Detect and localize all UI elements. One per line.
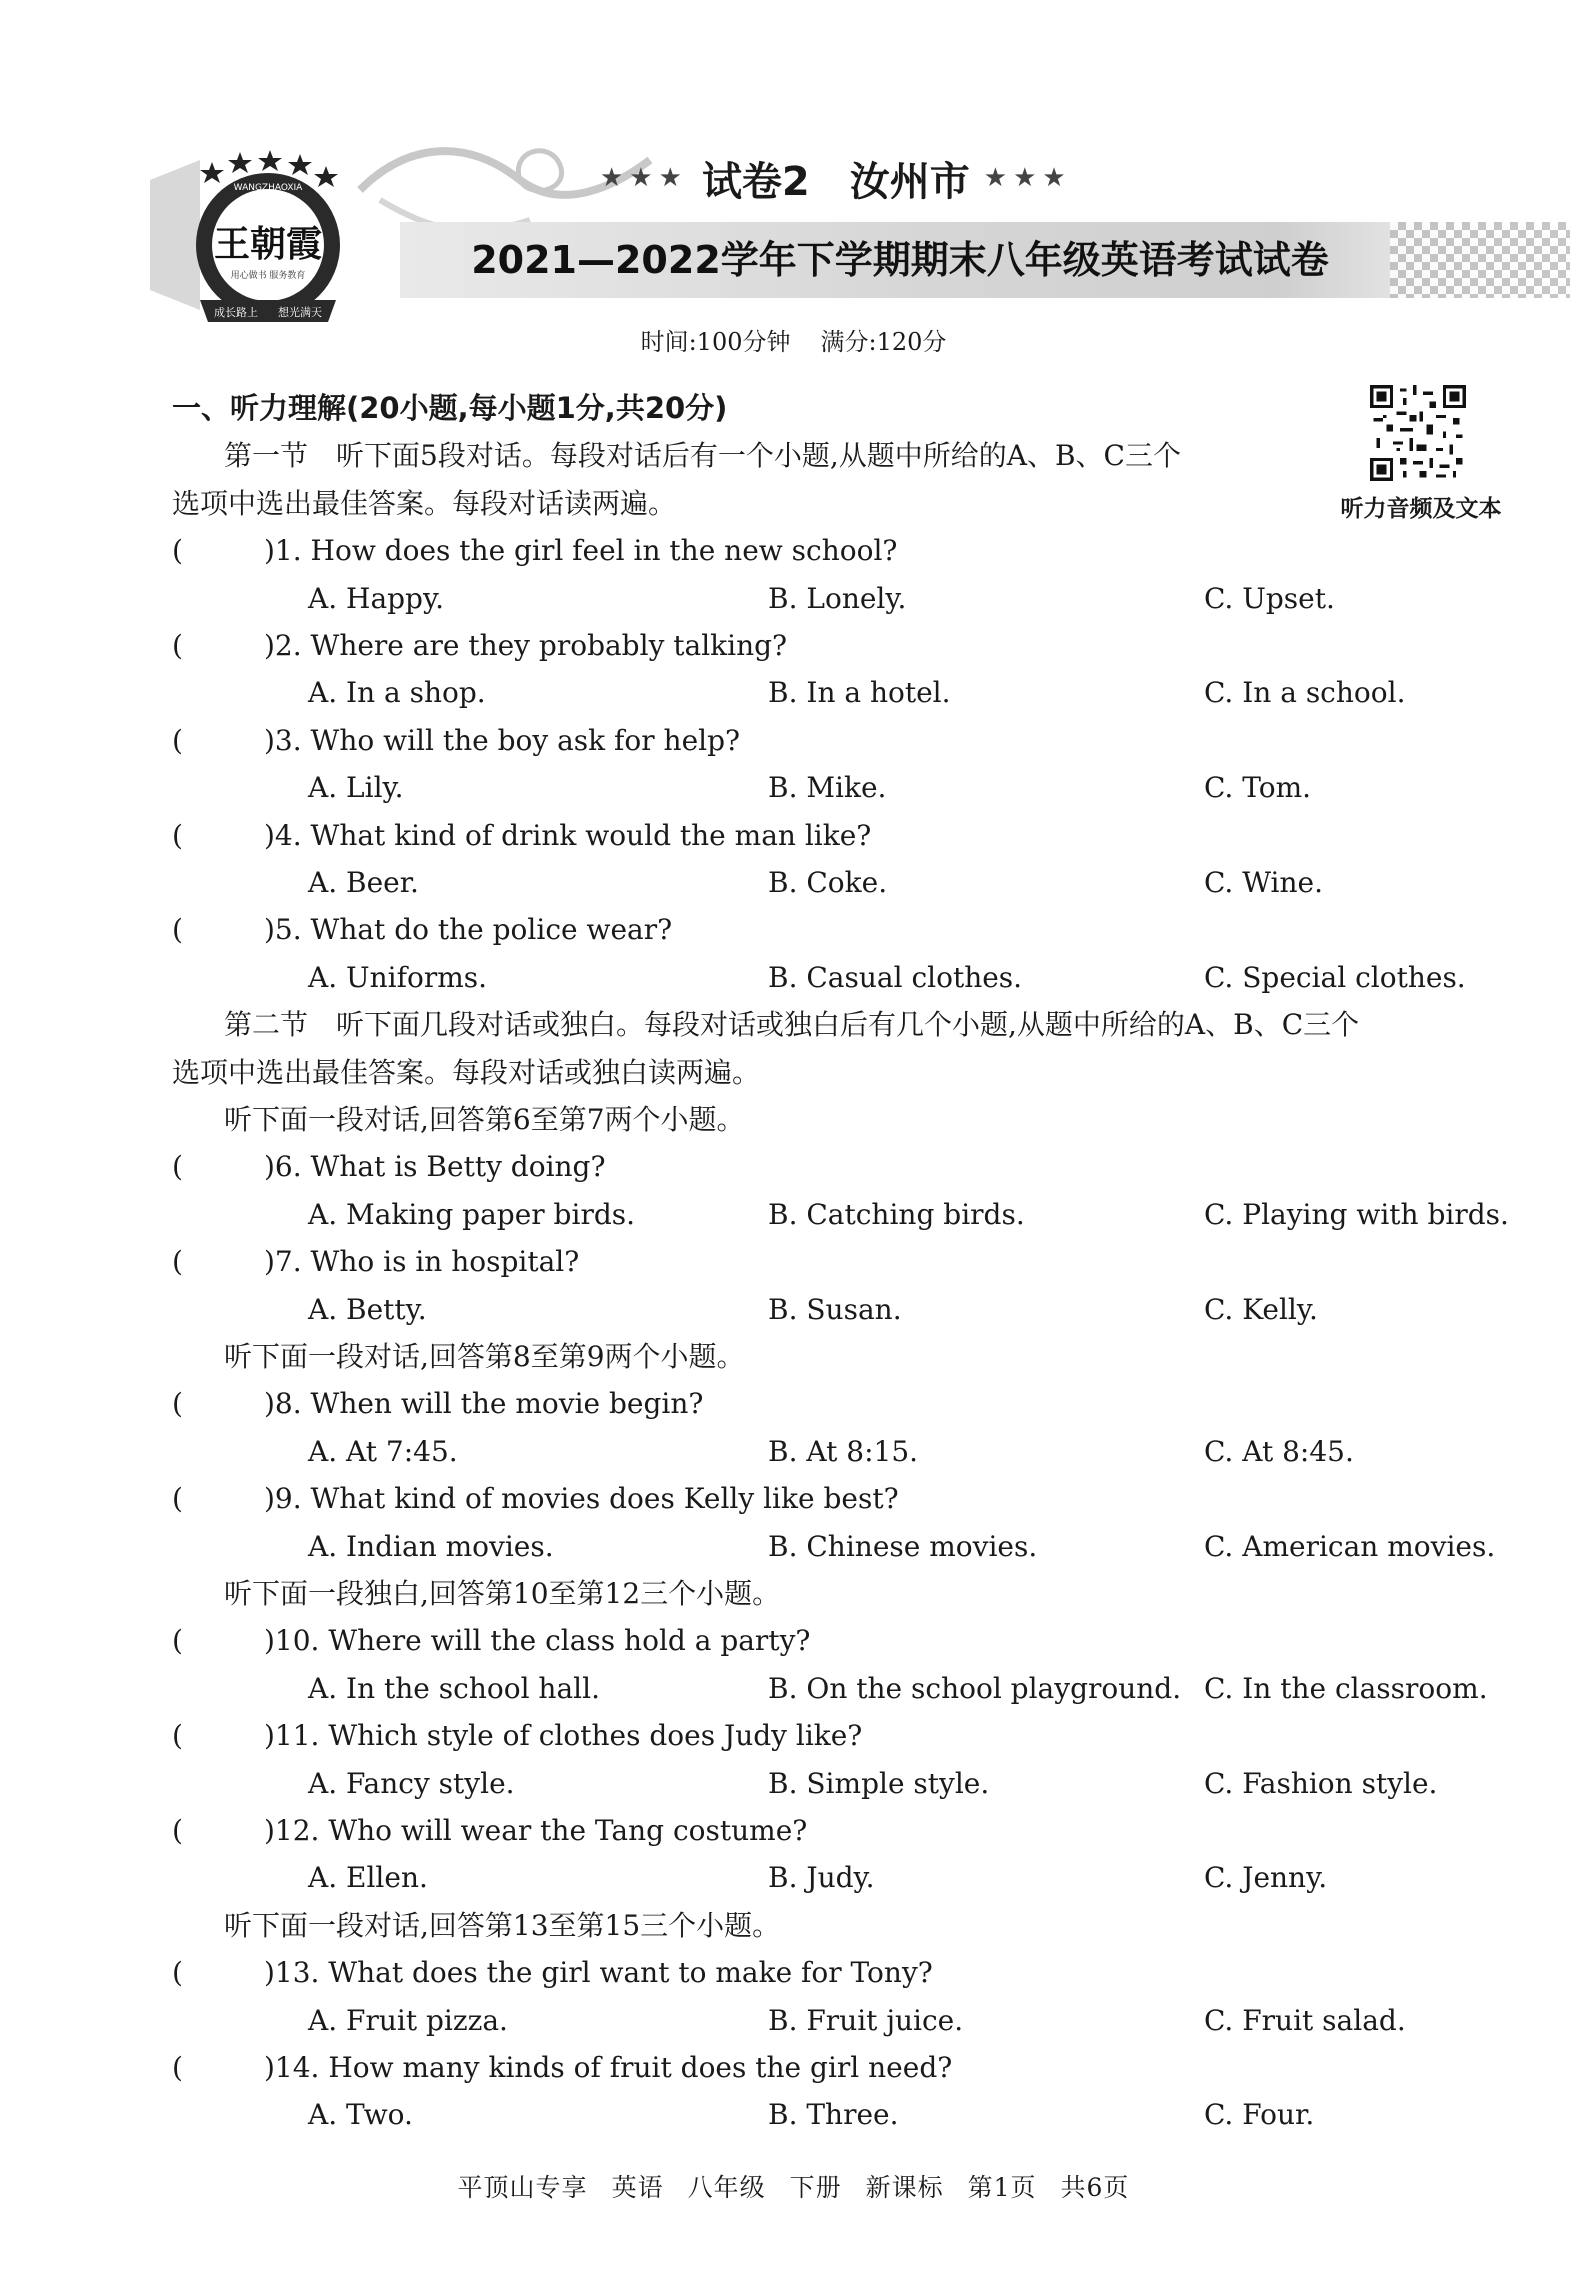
question-item [172, 1143, 1532, 1238]
options-row [172, 669, 1532, 716]
question-line [172, 1807, 1532, 1854]
options-row [172, 1523, 1532, 1570]
option-b: B. Mike. [768, 771, 887, 805]
footer-page: 第1页 [967, 2173, 1037, 2202]
question-line [172, 527, 1532, 574]
option-c: C. Upset. [1204, 581, 1335, 615]
option-b: B. On the school playground. [768, 1671, 1182, 1705]
exam-label: 试卷2 [701, 158, 810, 205]
answer-blank[interactable]: ( [172, 1956, 183, 1990]
option-c: C. Jenny. [1204, 1861, 1328, 1895]
page-title: 2021—2022学年下学期期末八年级英语考试试卷 [471, 238, 1329, 282]
option-b: B. Chinese movies. [768, 1529, 1038, 1563]
question-line [172, 1143, 1532, 1190]
option-b: B. Coke. [768, 866, 888, 900]
question-item [172, 1380, 1532, 1475]
options-row [172, 1760, 1532, 1807]
question-text: )12. Who will wear the Tang costume? [264, 1814, 808, 1848]
question-text: )11. Which style of clothes does Judy like? [264, 1719, 863, 1753]
instruction-10-12: 听下面一段独白,回答第10至第12三个小题。 [224, 1577, 781, 1611]
question-line [172, 1712, 1532, 1759]
part2-line1: 第二节 听下面几段对话或独白。每段对话或独白后有几个小题,从题中所给的A、B、C三个 [224, 1008, 1360, 1042]
answer-blank[interactable]: ( [172, 629, 183, 663]
option-a: A. Indian movies. [308, 1529, 554, 1563]
option-a: A. Making paper birds. [308, 1197, 636, 1231]
part1-instructions [172, 432, 1322, 479]
option-a: A. Fancy style. [308, 1766, 515, 1800]
options-row [172, 764, 1532, 811]
options-row [172, 1665, 1532, 1712]
option-a: A. Two. [308, 2098, 413, 2132]
exam-content [172, 385, 1532, 2139]
part2-line2: 选项中选出最佳答案。每段对话或独白读两遍。 [172, 1055, 761, 1089]
question-text: )3. Who will the boy ask for help? [264, 723, 741, 757]
answer-blank[interactable]: ( [172, 818, 183, 852]
question-text: )9. What kind of movies does Kelly like best? [264, 1482, 899, 1516]
option-a: A. Betty. [308, 1292, 427, 1326]
qr-label: 听力音频及文本 [1340, 496, 1502, 522]
option-c: C. Wine. [1204, 866, 1323, 900]
question-item [172, 1238, 1532, 1333]
question-text: )5. What do the police wear? [264, 913, 673, 947]
svg-text:WANGZHAOXIA: WANGZHAOXIA [233, 183, 303, 193]
question-line [172, 2044, 1532, 2091]
option-b: B. At 8:15. [768, 1434, 919, 1468]
options-row [172, 1191, 1532, 1238]
svg-text:用心做书 服务教育: 用心做书 服务教育 [230, 271, 306, 281]
svg-text:王朝霞: 王朝霞 [213, 223, 323, 265]
stars-right: ★★★ [983, 163, 1072, 193]
option-c: C. Kelly. [1204, 1292, 1318, 1326]
options-row [172, 1997, 1532, 2044]
footer-subject: 英语 [611, 2173, 664, 2202]
question-item [172, 1949, 1532, 2044]
answer-blank[interactable]: ( [172, 1814, 183, 1848]
option-c: C. At 8:45. [1204, 1434, 1354, 1468]
banner-checker-pattern [1390, 222, 1570, 298]
option-b: B. Susan. [768, 1292, 902, 1326]
question-line [172, 812, 1532, 859]
instruction-8-9: 听下面一段对话,回答第8至第9两个小题。 [224, 1340, 745, 1374]
options-row [172, 859, 1532, 906]
option-a: A. Fruit pizza. [308, 2003, 508, 2037]
question-text: )13. What does the girl want to make for Tony? [264, 1956, 933, 1990]
question-line [172, 717, 1532, 764]
question-item [172, 1712, 1532, 1807]
question-line [172, 1380, 1532, 1427]
exam-title-row [600, 148, 1072, 208]
option-c: C. Special clothes. [1204, 960, 1466, 994]
question-text: )4. What kind of drink would the man like? [264, 818, 872, 852]
question-item [172, 717, 1532, 812]
section-heading: 一、听力理解(20小题,每小题1分,共20分) [172, 391, 728, 425]
stars-left: ★★★ [600, 163, 688, 193]
footer-region: 平顶山专享 [457, 2173, 588, 2202]
option-a: A. Lily. [308, 771, 404, 805]
answer-blank[interactable]: ( [172, 534, 183, 568]
answer-blank[interactable]: ( [172, 1482, 183, 1516]
option-a: A. Happy. [308, 581, 444, 615]
exam-info [0, 322, 1587, 357]
answer-blank[interactable]: ( [172, 1719, 183, 1753]
option-c: C. Tom. [1204, 771, 1312, 805]
options-row [172, 2091, 1532, 2138]
option-a: A. In a shop. [308, 676, 486, 710]
page-footer [0, 2168, 1587, 2204]
option-a: A. Beer. [308, 866, 419, 900]
option-b: B. Three. [768, 2098, 899, 2132]
question-item [172, 2044, 1532, 2139]
options-row [172, 1854, 1532, 1901]
instruction-13-15: 听下面一段对话,回答第13至第15三个小题。 [224, 1908, 781, 1942]
question-text: )14. How many kinds of fruit does the girl need? [264, 2051, 953, 2085]
options-row [172, 1428, 1532, 1475]
question-item [172, 1617, 1532, 1712]
options-row [172, 954, 1532, 1001]
answer-blank[interactable]: ( [172, 723, 183, 757]
option-a: A. Uniforms. [308, 960, 488, 994]
part1-line1: 第一节 听下面5段对话。每段对话后有一个小题,从题中所给的A、B、C三个 [224, 439, 1181, 473]
footer-total: 共6页 [1060, 2173, 1130, 2202]
exam-time: 时间:100分钟 [640, 328, 791, 356]
question-text: )6. What is Betty doing? [264, 1150, 606, 1184]
question-item [172, 527, 1532, 622]
option-c: C. Fruit salad. [1204, 2003, 1406, 2037]
question-text: )7. Who is in hospital? [264, 1245, 580, 1279]
question-text: )10. Where will the class hold a party? [264, 1624, 811, 1658]
exam-full-score: 满分:120分 [820, 328, 947, 356]
option-a: A. At 7:45. [308, 1434, 458, 1468]
question-text: )2. Where are they probably talking? [264, 629, 788, 663]
footer-curriculum: 新课标 [865, 2173, 944, 2202]
question-line [172, 1238, 1532, 1285]
publisher-logo [140, 140, 380, 330]
answer-blank[interactable]: ( [172, 1624, 183, 1658]
option-b: B. Judy. [768, 1861, 875, 1895]
question-item [172, 1475, 1532, 1570]
option-b: B. Casual clothes. [768, 960, 1023, 994]
question-line [172, 1949, 1532, 1996]
footer-grade: 八年级 [687, 2173, 766, 2202]
question-line [172, 1617, 1532, 1664]
option-c: C. American movies. [1204, 1529, 1496, 1563]
option-b: B. Simple style. [768, 1766, 990, 1800]
answer-blank[interactable]: ( [172, 1150, 183, 1184]
question-item [172, 622, 1532, 717]
svg-text:想光满天: 想光满天 [278, 306, 322, 319]
answer-blank[interactable]: ( [172, 1387, 183, 1421]
option-c: C. In the classroom. [1204, 1671, 1488, 1705]
question-text: )1. How does the girl feel in the new school? [264, 534, 898, 568]
option-b: B. Fruit juice. [768, 2003, 964, 2037]
question-item [172, 812, 1532, 907]
answer-blank[interactable]: ( [172, 913, 183, 947]
question-item [172, 1807, 1532, 1902]
option-a: A. In the school hall. [308, 1671, 600, 1705]
instruction-6-7: 听下面一段对话,回答第6至第7两个小题。 [224, 1103, 745, 1137]
option-c: C. In a school. [1204, 676, 1406, 710]
question-item [172, 906, 1532, 1001]
option-b: B. Lonely. [768, 581, 907, 615]
option-a: A. Ellen. [308, 1861, 428, 1895]
option-c: C. Four. [1204, 2098, 1315, 2132]
options-row [172, 575, 1532, 622]
option-c: C. Fashion style. [1204, 1766, 1438, 1800]
question-line [172, 622, 1532, 669]
options-row [172, 1286, 1532, 1333]
answer-blank[interactable]: ( [172, 2051, 183, 2085]
svg-text:成长路上: 成长路上 [214, 306, 258, 319]
option-b: B. In a hotel. [768, 676, 951, 710]
question-text: )8. When will the movie begin? [264, 1387, 704, 1421]
answer-blank[interactable]: ( [172, 1245, 183, 1279]
part1-line2: 选项中选出最佳答案。每段对话读两遍。 [172, 486, 677, 520]
option-b: B. Catching birds. [768, 1197, 1025, 1231]
question-line [172, 1475, 1532, 1522]
option-c: C. Playing with birds. [1204, 1197, 1509, 1231]
question-line [172, 906, 1532, 953]
exam-city: 汝州市 [849, 158, 970, 205]
footer-volume: 下册 [789, 2173, 842, 2202]
